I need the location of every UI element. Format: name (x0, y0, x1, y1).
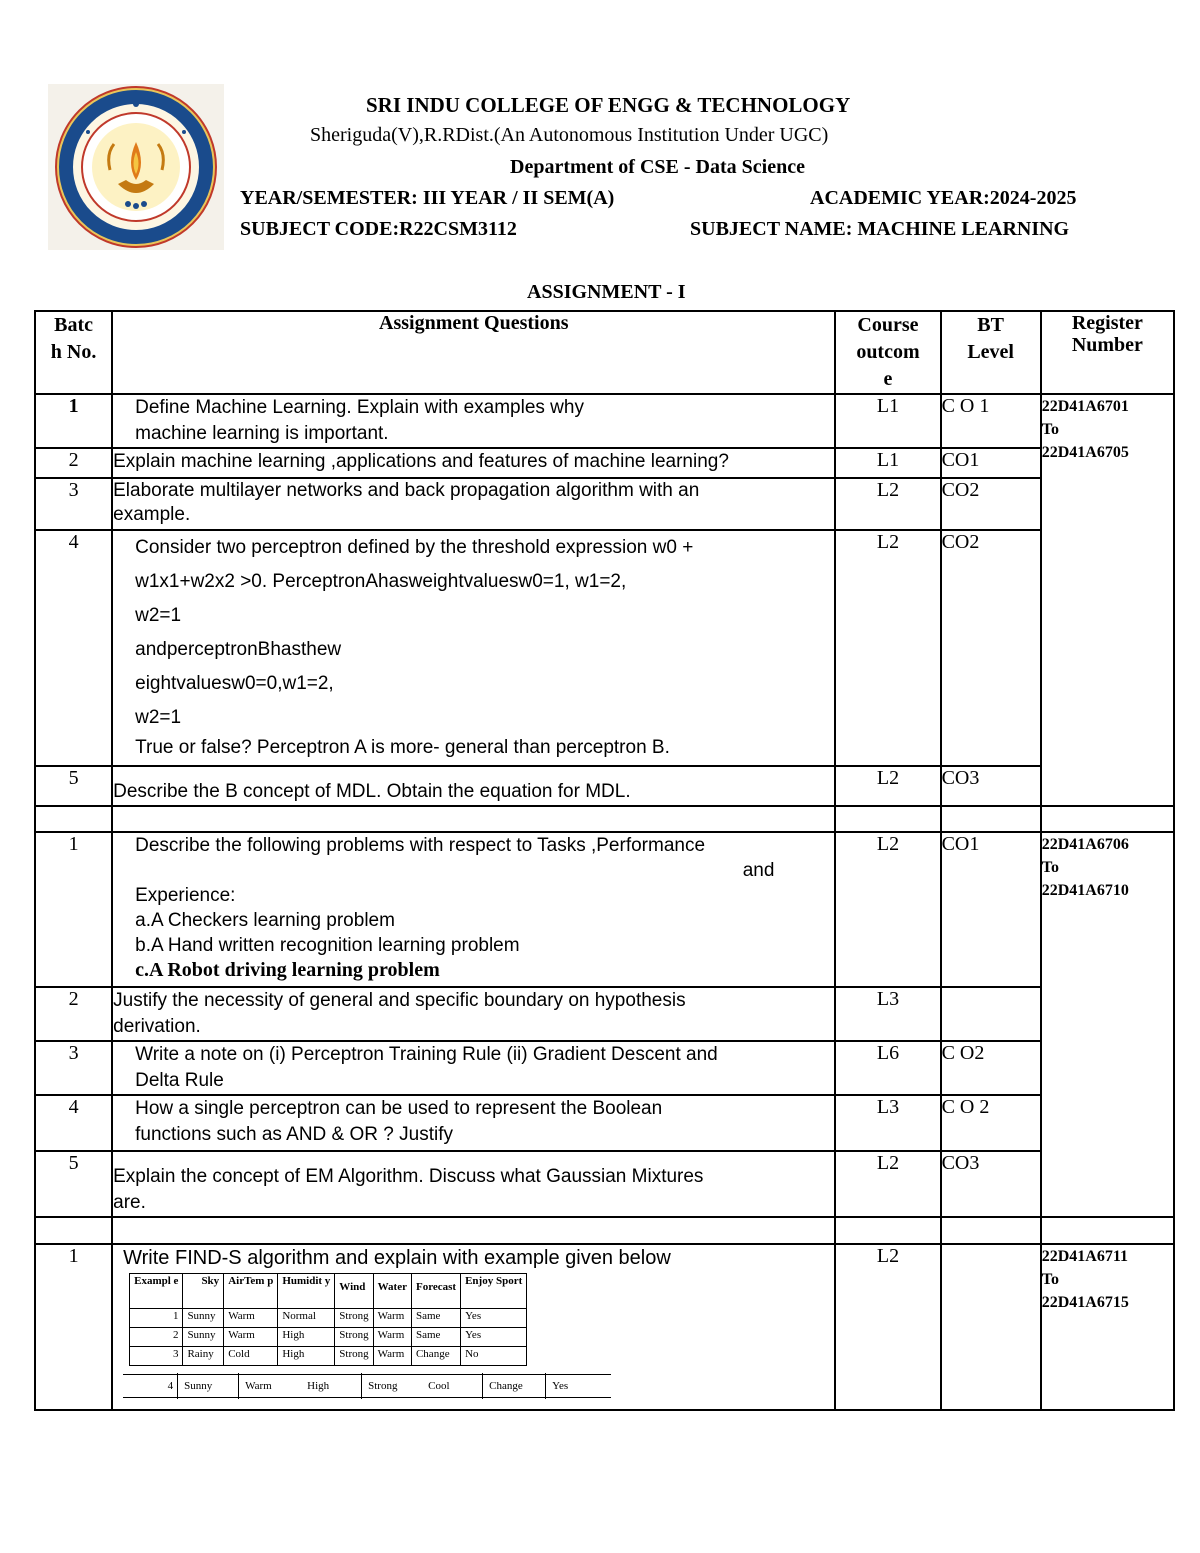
course-outcome-level: L2 (835, 766, 940, 806)
example-cell: 3 (130, 1347, 183, 1366)
question-number: 5 (35, 766, 112, 806)
example-cell: Strong (335, 1328, 373, 1347)
example-header-cell: AirTem p (224, 1274, 278, 1309)
example-cell: Yes (552, 1380, 569, 1392)
column-header-bt-level: BT Level (941, 311, 1041, 394)
spacer-row (35, 1217, 1174, 1244)
example-cell: Yes (461, 1328, 527, 1347)
example-cell: Sunny (183, 1328, 224, 1347)
example-cell: Change (483, 1373, 546, 1399)
question-number: 1 (35, 1244, 112, 1410)
example-table-row (130, 1309, 527, 1328)
example-table-row (130, 1328, 527, 1347)
bt-level-code: CO2 (941, 478, 1041, 530)
example-cell: High (278, 1347, 335, 1366)
bt-level-code: CO1 (941, 448, 1041, 478)
column-header-batch: Batc h No. (35, 311, 112, 394)
course-outcome-level: L3 (835, 987, 940, 1041)
bt-level-code (941, 1244, 1041, 1410)
table-header-row (35, 311, 1174, 394)
course-outcome-level: L2 (835, 478, 940, 530)
example-header-cell: Wind (335, 1274, 373, 1309)
example-cell: Change (411, 1347, 460, 1366)
college-logo (48, 84, 224, 250)
question-text: Explain the concept of EM Algorithm. Discuss what Gaussian Mixtures are. (112, 1151, 835, 1217)
example-cell: Warm (373, 1328, 411, 1347)
bt-level-code: CO1 (941, 832, 1041, 987)
course-outcome-level: L3 (835, 1095, 940, 1151)
bt-level-code: CO3 (941, 766, 1041, 806)
example-header-cell: Forecast (411, 1274, 460, 1309)
example-cell: Strong (368, 1380, 398, 1392)
course-outcome-level: L6 (835, 1041, 940, 1095)
question-number: 4 (35, 530, 112, 766)
example-cell: Same (411, 1328, 460, 1347)
bt-level-code: C O2 (941, 1041, 1041, 1095)
question-number: 2 (35, 987, 112, 1041)
table-row (35, 832, 1174, 987)
bt-level-code (941, 987, 1041, 1041)
question-number: 1 (35, 832, 112, 987)
example-cell: Same (411, 1309, 460, 1328)
table-row (35, 1244, 1174, 1410)
example-header-cell: Humidit y (278, 1274, 335, 1309)
column-header-course-outcome: Course outcom e (835, 311, 940, 394)
example-table-row (123, 1374, 611, 1398)
register-number-range: 22D41A6706 To 22D41A6710 (1041, 832, 1174, 1217)
course-outcome-level: L1 (835, 394, 940, 448)
example-cell: No (461, 1347, 527, 1366)
example-table-wrapper (123, 1273, 834, 1398)
table-row (35, 478, 1174, 530)
column-header-questions: Assignment Questions (112, 311, 835, 394)
example-cell: Cool (422, 1373, 483, 1399)
table-row (35, 766, 1174, 806)
example-table (129, 1273, 527, 1366)
year-semester: YEAR/SEMESTER: III YEAR / II SEM(A) (240, 187, 615, 209)
table-row (35, 394, 1174, 448)
example-header-cell: Water (373, 1274, 411, 1309)
example-header-cell: Sky (183, 1274, 224, 1309)
course-outcome-level: L2 (835, 530, 940, 766)
question-text: Describe the B concept of MDL. Obtain the equation for MDL. (112, 766, 835, 806)
question-text: Define Machine Learning. Explain with examples why machine learning is important. (112, 394, 835, 448)
question-number: 3 (35, 478, 112, 530)
question-number: 5 (35, 1151, 112, 1217)
example-cell: Warm (224, 1328, 278, 1347)
table-row (35, 1041, 1174, 1095)
spacer-row (35, 806, 1174, 832)
bt-level-code: C O 2 (941, 1095, 1041, 1151)
assignment-title: ASSIGNMENT - I (527, 281, 686, 303)
example-table-header (130, 1274, 527, 1309)
example-cell: Warm (373, 1347, 411, 1366)
question-number: 1 (35, 394, 112, 448)
question-text: How a single perceptron can be used to represent the Boolean functions such as AND & OR ? Justify (112, 1095, 835, 1151)
assignment-table (34, 310, 1175, 1411)
bt-level-code: CO3 (941, 1151, 1041, 1217)
subject-code: SUBJECT CODE:R22CSM3112 (240, 218, 517, 240)
example-cell: 1 (130, 1309, 183, 1328)
question-number: 4 (35, 1095, 112, 1151)
example-cell: Warm (373, 1309, 411, 1328)
table-row (35, 1151, 1174, 1217)
example-cell: High (278, 1328, 335, 1347)
bt-level-code: CO2 (941, 530, 1041, 766)
question-text: Justify the necessity of general and specific boundary on hypothesis derivation. (112, 987, 835, 1041)
question-number: 3 (35, 1041, 112, 1095)
question-text: Elaborate multilayer networks and back propagation algorithm with an example. (112, 478, 835, 530)
question-text: Explain machine learning ,applications and features of machine learning? (112, 448, 835, 478)
course-outcome-level: L2 (835, 832, 940, 987)
subject-name: SUBJECT NAME: MACHINE LEARNING (690, 218, 1070, 240)
question-number: 2 (35, 448, 112, 478)
department-name: Department of CSE - Data Science (510, 156, 805, 178)
example-cell: 2 (130, 1328, 183, 1347)
example-cell: Warm (245, 1380, 272, 1392)
example-table-row (130, 1347, 527, 1366)
college-name: SRI INDU COLLEGE OF ENGG & TECHNOLOGY (366, 93, 851, 117)
question-text: Write FIND-S algorithm and explain with example given below Exampl e Sky AirTem p Humidit y Wind Water Forecast Enjoy Sport 1 Sunny Warm Normal Strong Warm Same Yes 2 Sunny Warm High Strong Warm Same Yes 3 Rainy Cold High Strong Warm Change No 4 Sunny Warm High Strong Cool Change Yes (112, 1244, 835, 1410)
course-outcome-level: L2 (835, 1151, 940, 1217)
table-row (35, 987, 1174, 1041)
question-text: Consider two perceptron defined by the threshold expression w0 + w1x1+w2x2 >0. PerceptronAhasweightvaluesw0=1, w1=2, w2=1 andperceptronBhasthew eightvaluesw0=0,w1=2, w2=1 True or false? Perceptron A is more- general than perceptron B. (112, 530, 835, 766)
column-header-register-number: Register Number (1041, 311, 1174, 394)
question-text: Describe the following problems with respect to Tasks ,Performance and Experience: a.A Checkers learning problem b.A Hand written recognition learning problem c.A Robot driving learning problem (112, 832, 835, 987)
example-cell: Strong (335, 1309, 373, 1328)
example-cell: Rainy (183, 1347, 224, 1366)
bt-level-code: C O 1 (941, 394, 1041, 448)
example-cell: Warm (224, 1309, 278, 1328)
example-header-cell: Enjoy Sport (461, 1274, 527, 1309)
example-cell: Normal (278, 1309, 335, 1328)
course-outcome-level: L2 (835, 1244, 940, 1410)
example-cell: Cold (224, 1347, 278, 1366)
table-row (35, 530, 1174, 766)
table-row (35, 448, 1174, 478)
example-cell: High (301, 1373, 362, 1399)
register-number-range: 22D41A6701 To 22D41A6705 (1041, 394, 1174, 806)
example-cell: 4 (123, 1373, 178, 1399)
academic-year: ACADEMIC YEAR:2024-2025 (810, 187, 1077, 209)
example-header-cell: Exampl e (130, 1274, 183, 1309)
example-cell: Sunny (178, 1373, 239, 1399)
table-row (35, 1095, 1174, 1151)
register-number-range: 22D41A6711 To 22D41A6715 (1041, 1244, 1174, 1410)
example-cell: Sunny (183, 1309, 224, 1328)
question-text: Write a note on (i) Perceptron Training Rule (ii) Gradient Descent and Delta Rule (112, 1041, 835, 1095)
example-cell: Yes (461, 1309, 527, 1328)
college-address: Sheriguda(V),R.RDist.(An Autonomous Institution Under UGC) (310, 124, 829, 146)
course-outcome-level: L1 (835, 448, 940, 478)
example-cell: Strong (335, 1347, 373, 1366)
